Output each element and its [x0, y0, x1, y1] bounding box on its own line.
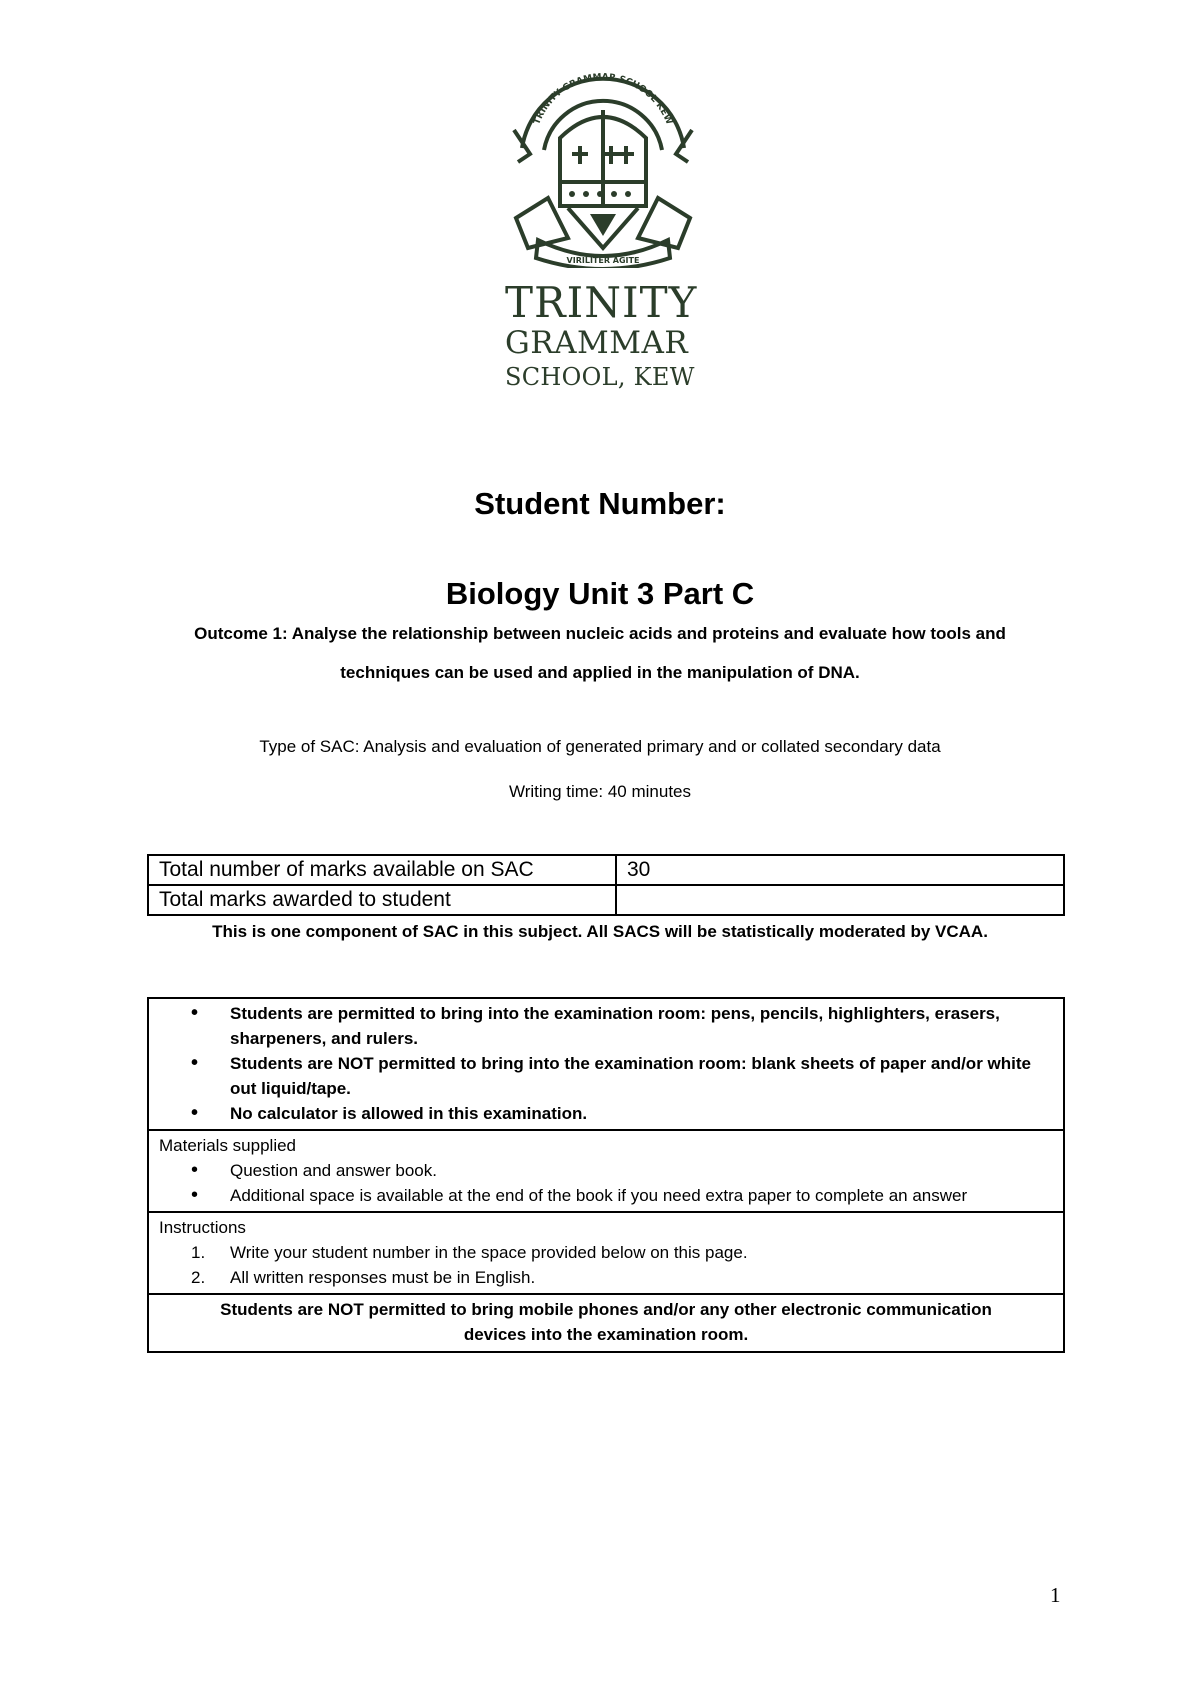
page-number: 1 — [1050, 1583, 1061, 1607]
wordmark-line-3: SCHOOL, KEW — [505, 363, 695, 391]
instructions-heading: Instructions — [159, 1218, 246, 1237]
instructions-section — [149, 1213, 1063, 1295]
list-text: All written responses must be in English. — [230, 1268, 536, 1287]
page-title: Biology Unit 3 Part C — [445, 576, 755, 611]
list-number: 2. — [191, 1268, 206, 1287]
wordmark-line-2: GRAMMAR — [505, 325, 689, 361]
outcome-text: Outcome 1: Analyse the relationship between nucleic acids and proteins and evaluate how tools and techniques can be used and applied in the manipulation of DNA. — [194, 624, 1006, 682]
wordmark-line-1: TRINITY — [505, 278, 698, 327]
list-item: • Additional space is available at the end of the book if you need extra paper to complete an answer — [159, 1183, 1053, 1208]
marks-available-label: Total number of marks available on SAC — [148, 855, 616, 885]
list-item: • Students are NOT permitted to bring into the examination room: blank sheets of paper and/or white out liquid/tape. — [159, 1051, 1053, 1101]
marks-awarded-label: Total marks awarded to student — [148, 885, 616, 915]
table-row — [148, 855, 1064, 885]
marks-available-value: 30 — [616, 855, 1064, 885]
electronic-devices-notice: Students are NOT permitted to bring mobile phones and/or any other electronic communication devices into the examination room. — [220, 1300, 992, 1344]
school-wordmark — [505, 278, 765, 391]
school-crest-logo — [508, 58, 698, 268]
materials-section — [149, 1131, 1063, 1213]
list-item — [159, 1265, 1053, 1290]
list-item: • Students are permitted to bring into the examination room: pens, pencils, highlighters, erasers, sharpeners, and rulers. — [159, 1001, 1053, 1051]
list-item — [159, 1240, 1053, 1265]
marks-awarded-value — [616, 885, 1064, 915]
table-row — [148, 885, 1064, 915]
list-number: 1. — [191, 1243, 206, 1262]
marks-table — [147, 854, 1065, 916]
permitted-items-section — [149, 999, 1063, 1131]
materials-heading: Materials supplied — [159, 1136, 297, 1155]
moderation-note: This is one component of SAC in this subject. All SACS will be statistically moderated by VCAA. — [212, 922, 988, 941]
list-item: • Question and answer book. — [159, 1158, 1053, 1183]
crest-ring-text: TRINITY GRAMMAR SCHOOL KEW — [532, 72, 674, 127]
list-item: • No calculator is allowed in this examination. — [159, 1101, 1053, 1126]
crest-motto: VIRILITER AGITE — [566, 256, 640, 265]
list-text: Write your student number in the space provided below on this page. — [230, 1243, 748, 1262]
student-number-label: Student Number: — [474, 486, 726, 521]
writing-time: Writing time: 40 minutes — [508, 782, 692, 801]
sac-type: Type of SAC: Analysis and evaluation of generated primary and or collated secondary data — [259, 737, 941, 756]
exam-rules-box — [147, 997, 1065, 1353]
